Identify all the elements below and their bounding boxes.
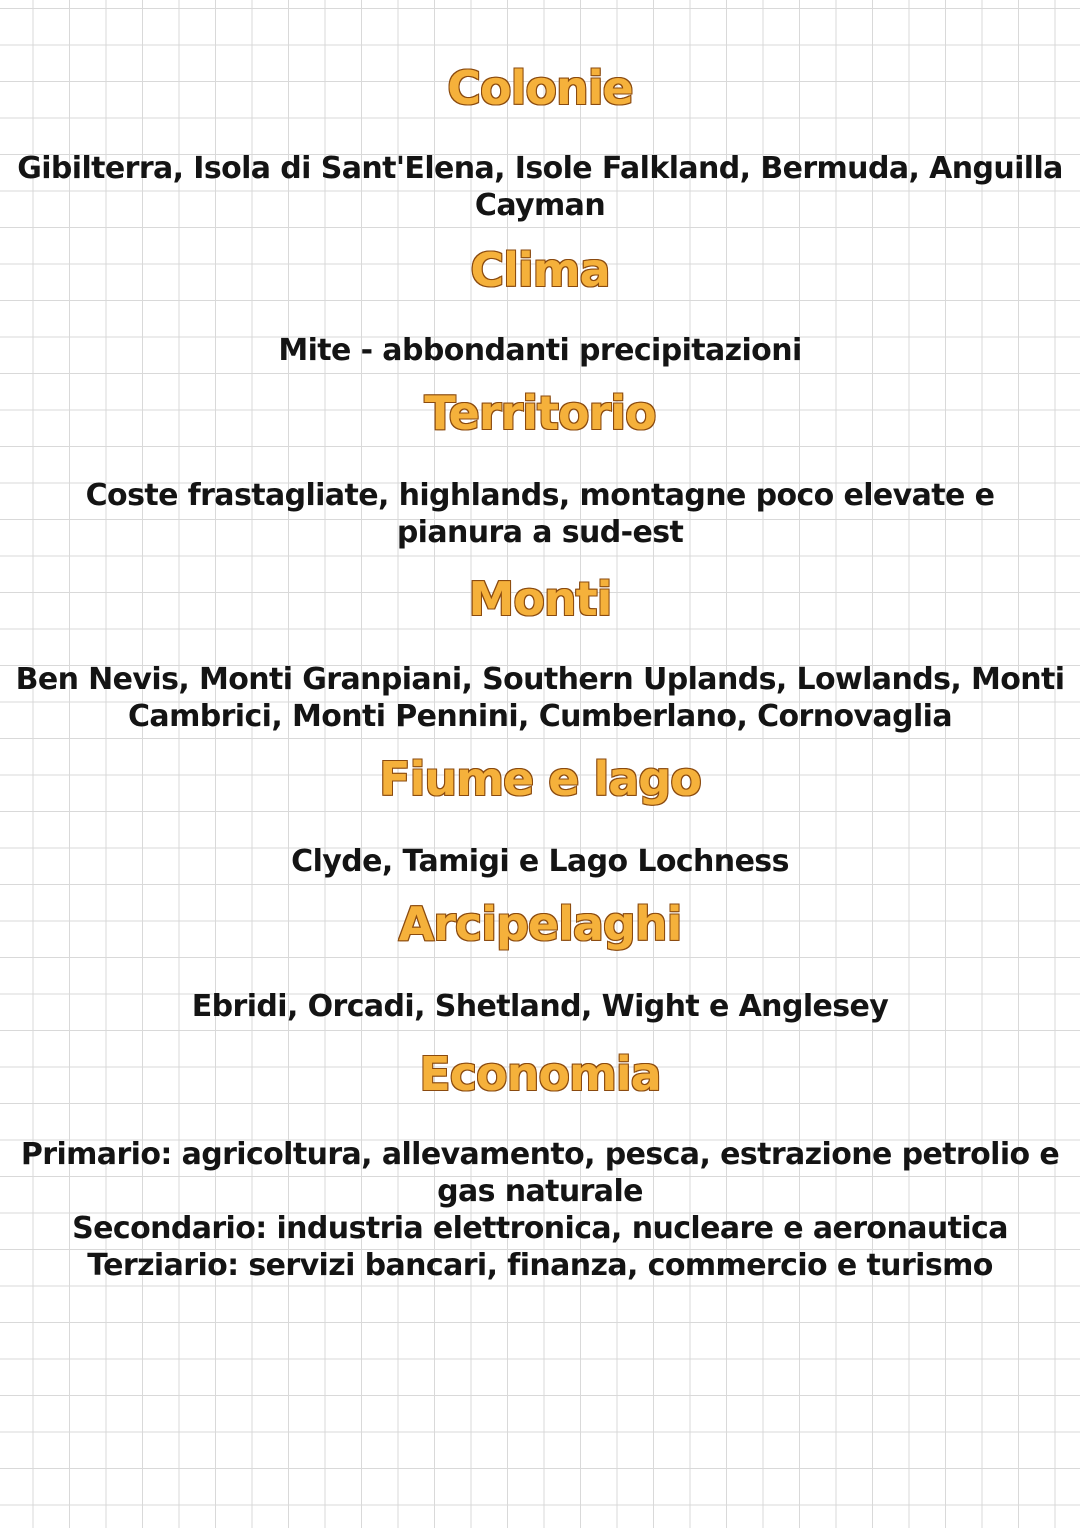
heading-territorio: Territorio xyxy=(424,386,656,440)
heading-colonie: Colonie xyxy=(447,61,633,115)
territorio-line-2: pianura a sud-est xyxy=(396,515,684,550)
monti-text xyxy=(0,661,1080,735)
heading-arcipelaghi: Arcipelaghi xyxy=(398,897,682,951)
heading-fiume-e-lago: Fiume e lago xyxy=(379,752,701,806)
territorio-line-1: Coste frastagliate, highlands, montagne poco elevate e xyxy=(85,478,995,513)
economia-line-4: Terziario: servizi bancari, finanza, commercio e turismo xyxy=(87,1248,993,1283)
economia-text xyxy=(0,1136,1080,1284)
colonie-line-2: Cayman xyxy=(474,188,606,223)
clima-line-1: Mite - abbondanti precipitazioni xyxy=(278,333,802,368)
monti-line-1: Ben Nevis, Monti Granpiani, Southern Uplands, Lowlands, Monti xyxy=(15,662,1065,697)
arcipelaghi-line-1: Ebridi, Orcadi, Shetland, Wight e Anglesey xyxy=(191,989,889,1024)
heading-monti: Monti xyxy=(468,572,612,626)
heading-economia: Economia xyxy=(419,1047,661,1101)
economia-line-1: Primario: agricoltura, allevamento, pesca, estrazione petrolio e xyxy=(20,1137,1060,1172)
economia-line-3: Secondario: industria elettronica, nucleare e aeronautica xyxy=(72,1211,1008,1246)
colonie-text xyxy=(0,150,1080,224)
heading-clima: Clima xyxy=(470,243,610,297)
colonie-line-1: Gibilterra, Isola di Sant'Elena, Isole Falkland, Bermuda, Anguilla xyxy=(17,151,1063,186)
monti-line-2: Cambrici, Monti Pennini, Cumberlano, Cornovaglia xyxy=(128,699,952,734)
economia-line-2: gas naturale xyxy=(437,1174,643,1209)
territorio-text xyxy=(0,477,1080,551)
clima-text xyxy=(0,332,1080,369)
arcipelaghi-text xyxy=(0,988,1080,1025)
fiume-e-lago-line-1: Clyde, Tamigi e Lago Lochness xyxy=(291,844,789,879)
fiume-e-lago-text xyxy=(0,843,1080,880)
